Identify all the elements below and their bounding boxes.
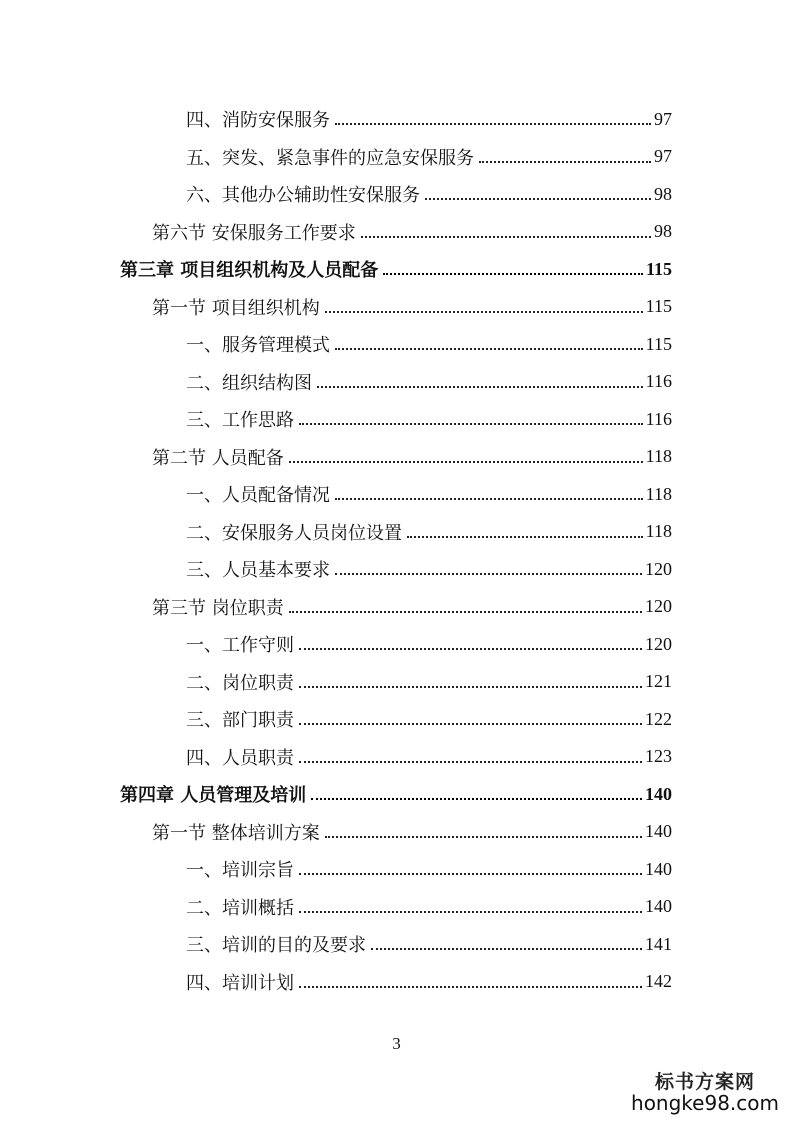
toc-entry-page: 140 xyxy=(645,896,672,916)
dot-leader xyxy=(299,986,642,988)
toc-entry-title: 第三章 项目组织机构及人员配备 xyxy=(120,260,379,281)
dot-leader xyxy=(317,386,643,388)
toc-entry-title: 一、培训宗旨 xyxy=(186,860,294,881)
toc-item-row xyxy=(186,667,672,697)
toc-entry-title: 第四章 人员管理及培训 xyxy=(120,785,307,806)
page-number: 3 xyxy=(392,1034,401,1053)
toc-entry-title: 第一节 项目组织机构 xyxy=(152,297,320,319)
toc-item-row xyxy=(186,404,672,434)
dot-leader xyxy=(289,611,642,613)
dot-leader xyxy=(383,273,643,275)
toc-item-row xyxy=(186,329,672,359)
toc-chapter-row xyxy=(120,779,672,809)
toc-item-row xyxy=(186,892,672,922)
dot-leader xyxy=(299,723,642,725)
toc-entry-page: 123 xyxy=(645,746,672,766)
toc-entry-title: 四、人员职责 xyxy=(186,747,294,769)
watermark-url: hongke98.com xyxy=(631,1091,779,1115)
toc-entry-page: 115 xyxy=(645,333,672,354)
toc-entry-title: 二、培训概括 xyxy=(186,897,294,919)
toc-section-row xyxy=(152,817,672,847)
toc-entry-title: 第二节 人员配备 xyxy=(152,447,284,469)
toc-entry-page: 118 xyxy=(645,483,672,504)
watermark xyxy=(631,1073,779,1114)
dot-leader xyxy=(361,236,651,238)
watermark-title: 标书方案网 xyxy=(655,1071,756,1094)
toc-entry-page: 98 xyxy=(654,221,672,241)
toc-entry-title: 一、人员配备情况 xyxy=(186,485,330,506)
toc-entry-page: 97 xyxy=(654,146,672,166)
toc-entry-page: 140 xyxy=(645,821,672,841)
toc-entry-page: 121 xyxy=(645,671,672,691)
toc-entry-page: 120 xyxy=(645,558,672,579)
toc-entry-title: 三、工作思路 xyxy=(186,410,294,431)
dot-leader xyxy=(325,311,643,313)
dot-leader xyxy=(299,648,642,650)
toc-entry-page: 97 xyxy=(654,108,672,129)
toc-section-row xyxy=(152,217,672,247)
dot-leader xyxy=(335,498,643,500)
toc-entry-title: 四、培训计划 xyxy=(186,972,294,994)
toc-entry-page: 142 xyxy=(645,971,672,991)
toc-item-row xyxy=(186,179,672,209)
dot-leader xyxy=(299,686,642,688)
toc-item-row xyxy=(186,142,672,172)
dot-leader xyxy=(311,798,642,800)
toc-entry-page: 116 xyxy=(645,408,672,429)
toc-entry-title: 一、工作守则 xyxy=(186,635,294,656)
dot-leader xyxy=(299,873,642,875)
dot-leader xyxy=(299,423,643,425)
toc-item-row xyxy=(186,929,672,959)
toc-chapter-row xyxy=(120,254,672,284)
toc-entry-page: 120 xyxy=(645,633,672,654)
dot-leader xyxy=(335,573,642,575)
toc-entry-title: 第六节 安保服务工作要求 xyxy=(152,222,356,244)
toc-entry-title: 第三节 岗位职责 xyxy=(152,597,284,619)
dot-leader xyxy=(299,761,642,763)
dot-leader xyxy=(407,536,643,538)
toc-entry-title: 二、组织结构图 xyxy=(186,372,312,394)
toc-entry-title: 三、部门职责 xyxy=(186,710,294,731)
toc-section-row xyxy=(152,292,672,322)
toc-item-row xyxy=(186,704,672,734)
toc-section-row xyxy=(152,592,672,622)
dot-leader xyxy=(289,461,643,463)
toc-entry-page: 122 xyxy=(645,708,672,729)
toc-entry-title: 三、人员基本要求 xyxy=(186,560,330,581)
toc-section-row xyxy=(152,442,672,472)
toc-item-row xyxy=(186,742,672,772)
toc-item-row xyxy=(186,854,672,884)
toc-item-row xyxy=(186,479,672,509)
toc-entry-title: 一、服务管理模式 xyxy=(186,335,330,356)
dot-leader xyxy=(335,123,651,125)
toc-entry-title: 二、岗位职责 xyxy=(186,672,294,694)
dot-leader xyxy=(371,948,642,950)
toc-entry-page: 140 xyxy=(645,783,672,804)
toc-entry-page: 116 xyxy=(645,371,672,391)
dot-leader xyxy=(425,198,651,200)
toc-entry-title: 五、突发、紧急事件的应急安保服务 xyxy=(186,147,474,169)
toc-entry-title: 二、安保服务人员岗位设置 xyxy=(186,522,402,544)
toc-entry-page: 118 xyxy=(645,521,672,541)
toc-item-row xyxy=(186,967,672,997)
toc-entry-page: 115 xyxy=(645,258,672,279)
toc-entry-page: 140 xyxy=(645,858,672,879)
toc-entry-page: 98 xyxy=(654,183,672,204)
dot-leader xyxy=(479,161,651,163)
toc-entry-title: 六、其他办公辅助性安保服务 xyxy=(186,185,420,206)
dot-leader xyxy=(335,348,643,350)
toc-entry-page: 118 xyxy=(645,446,672,466)
toc-entry-page: 120 xyxy=(645,596,672,616)
toc-item-row xyxy=(186,629,672,659)
dot-leader xyxy=(325,836,642,838)
toc-item-row xyxy=(186,554,672,584)
toc-entry-title: 四、消防安保服务 xyxy=(186,110,330,131)
toc-item-row xyxy=(186,104,672,134)
toc-entry-title: 三、培训的目的及要求 xyxy=(186,935,366,956)
toc-entry-page: 115 xyxy=(645,296,672,316)
toc-entry-page: 141 xyxy=(645,933,672,954)
toc-entry-title: 第一节 整体培训方案 xyxy=(152,822,320,844)
toc-item-row xyxy=(186,517,672,547)
dot-leader xyxy=(299,911,642,913)
toc-item-row xyxy=(186,367,672,397)
